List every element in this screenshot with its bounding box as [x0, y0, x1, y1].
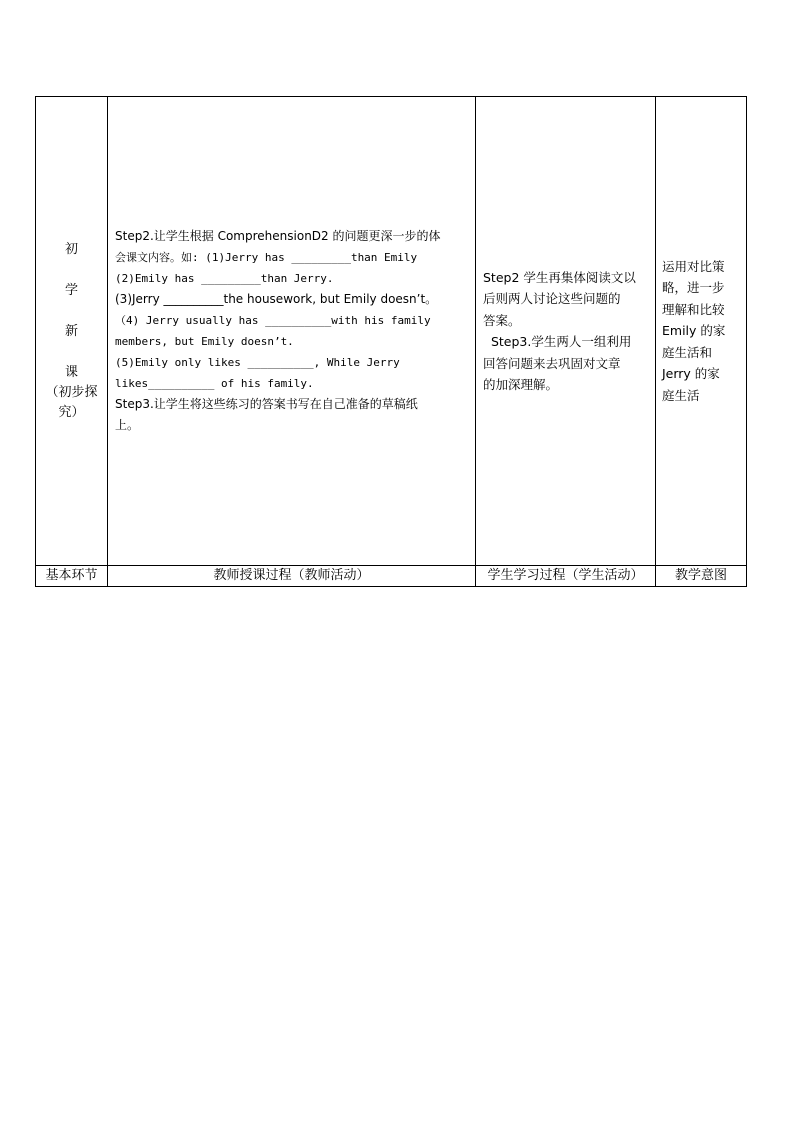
teacher-line: Step3.让学生将这些练习的答案书写在自己准备的草稿纸: [115, 397, 418, 411]
stage-cell: [36, 97, 108, 566]
student-line: 回答问题来去巩固对文章: [483, 355, 621, 371]
student-line: 答案。: [483, 312, 521, 328]
stage-char: 课: [64, 364, 78, 380]
column-header-teacher: 教师授课过程（教师活动）: [108, 566, 476, 587]
column-header-stage: 基本环节: [36, 566, 108, 587]
column-header-intent: 教学意图: [656, 566, 747, 587]
teacher-line: （4) Jerry usually has __________with his family: [115, 314, 431, 327]
stage-sub-line: （初步探: [45, 384, 98, 400]
lesson-plan-table: [35, 96, 747, 587]
stage-sub-line: 究）: [58, 404, 85, 420]
student-line: Step2 学生再集体阅读文以: [483, 269, 636, 285]
teacher-line: likes__________ of his family.: [115, 377, 314, 390]
student-line: Step3.学生两人一组利用: [483, 334, 632, 349]
student-line: 后则两人讨论这些问题的: [483, 291, 621, 306]
teaching-intent-cell: [656, 97, 747, 566]
teacher-line: Step2.让学生根据 ComprehensionD2 的问题更深一步的体: [115, 229, 441, 243]
student-activity-cell: [476, 97, 656, 566]
intent-line: Jerry 的家: [662, 366, 720, 382]
header-row: [36, 566, 747, 587]
teacher-line: (2)Emily has _________than Jerry.: [115, 272, 334, 285]
student-line: 的加深理解。: [483, 377, 559, 392]
teacher-activity-cell: [108, 97, 476, 566]
stage-char: 初: [64, 241, 78, 257]
stage-char: 新: [64, 323, 78, 339]
intent-line: 庭生活和: [662, 344, 713, 360]
teacher-line: members, but Emily doesn’t.: [115, 335, 294, 348]
column-header-student: 学生学习过程（学生活动）: [476, 566, 656, 587]
teacher-line: (5)Emily only likes __________, While Jerry: [115, 356, 400, 369]
teacher-line: 会课文内容。如: (1)Jerry has _________than Emily: [115, 251, 418, 264]
intent-line: 略，进一步: [662, 280, 725, 296]
intent-line: 运用对比策: [662, 258, 725, 274]
intent-line: Emily 的家: [662, 323, 726, 339]
teacher-line: (3)Jerry __________the housework, but Emily doesn’t。: [115, 292, 438, 306]
teacher-line: 上。: [115, 418, 140, 432]
intent-line: 庭生活: [662, 387, 700, 403]
stage-char: 学: [64, 282, 78, 298]
intent-line: 理解和比较: [662, 301, 725, 317]
content-row: [36, 97, 747, 566]
